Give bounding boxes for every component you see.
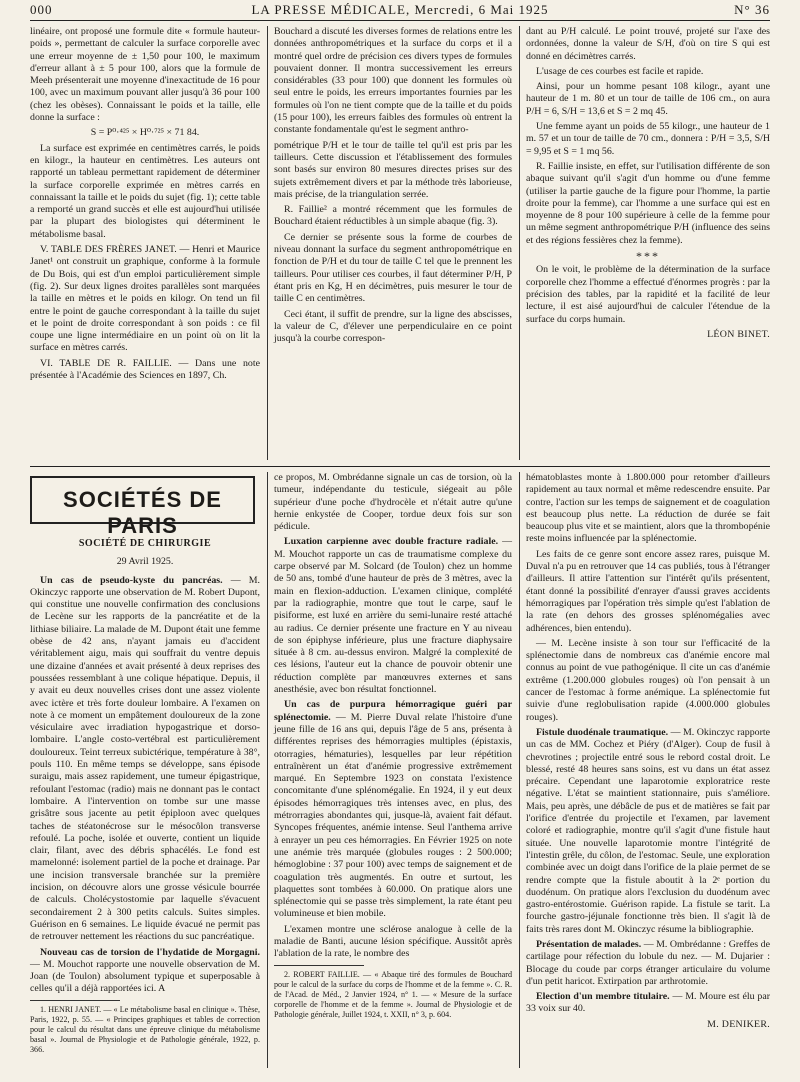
paragraph: Ce dernier se présente sous la forme de courbes de niveau donnant la surface du segment anthropométrique en fonction de P/H et du tour de taille C tel que le prennent les tailleurs. Pour utiliser ces courbes, il faut déterminer P/H, P étant pris en Kg, H en décimètres, puis mesurer le tour de taille C en centimètres. — [274, 231, 512, 305]
header-rule — [30, 20, 770, 21]
section-title-box — [30, 476, 255, 538]
paragraph: Bouchard a discuté les diverses formes de relations entre les données anthropométriques et la surface du corps et il a montré quel ordre de précision ces divers types de formules pouvaient donner. Il montra successivement les erreurs considérables (33 pour 100) que donnent les formules où seul entre le poids, les erreurs importantes fournies par les formules où l'on ne tient compte que de la taille et du poids (15 pour 100), les erreurs faibles des formules où entrent la constante fondamentale qu'est le segment anthro- — [274, 26, 512, 136]
paragraph: hématoblastes monte à 1.800.000 pour retomber d'ailleurs rapidement au taux normal et même redescendre ensuite. Par contre, l'action sur les temps de saignement et de coagulation est beaucoup plus nette. La réduction de durée se fait beaucoup plus vite et se maintient, alors que la thrombopénie reste moins influencée par la splénectomie. — [526, 472, 770, 545]
paragraph: Election d'un membre titulaire. — M. Moure est élu par 33 voix sur 40. — [526, 991, 770, 1015]
paragraph: V. TABLE DES FRÈRES JANET. — Henri et Maurice Janet¹ ont construit un graphique, conforme à la formule de Du Bois, qui est d'un emploi particulièrement simple (fig. 2). Sur deux lignes droites parallèles sont marquées la taille en mètres et le poids en kilogr. On tend un fil entre le point de gauche correspondant à la taille du sujet et le point de droite correspondant à son poids : ce fil coupe une ligne intermédiaire en un point où on lit la surface en mètres carrés. — [30, 244, 260, 354]
column-divider — [267, 26, 268, 460]
footnote-rule — [30, 1000, 120, 1001]
paragraph: VI. TABLE DE R. FAILLIE. — Dans une note présentée à l'Académie des Sciences en 1897, Ch. — [30, 357, 260, 382]
paragraph: linéaire, ont proposé une formule dite « formule hauteur-poids », permettant de calculer la surface corporelle avec une erreur moyenne de ± 1,50 pour 100, le maximum d'erreur allant à ± 5 pour 100, alors que la formule de Meeh présenterait une moyenne d'inexactitude de 16 pour 100, avec un maximum pouvant aller jusqu'à 36 pour 100 (chez les obèses). Connaissant le poids et la taille, elle donne la surface : — [30, 26, 260, 124]
author-signature: M. DENIKER. — [707, 1018, 770, 1030]
paragraph: pométrique P/H et le tour de taille tel qu'il est pris par les tailleurs. Cette discussion et l'établissement des formules sont basés sur environ 80 mesures directes prises sur des sujets extrêmement divers et par la méthode très laborieuse, mais précise, de la triangulation serrée. — [274, 139, 512, 200]
section-rule — [30, 466, 770, 467]
author-signature: LÉON BINET. — [707, 328, 770, 340]
societes-column-2 — [274, 472, 512, 1023]
societes-column-3 — [526, 472, 770, 1034]
report-title: Fistule duodénale traumatique. — [536, 726, 669, 738]
paragraph: Les faits de ce genre sont encore assez rares, puisque M. Duval n'a pu en retrouver que 14 cas publiés, tous à l'étranger d'ailleurs. Il attire l'attention sur l'intérêt qu'ils présentent, étant donné la possibilité d'enrayer d'aussi graves accidents hémorragiques par l'opération très simple qu'est l'ablation de la rate (en dehors des grosses splénomégalies avec adhérences, bien entendu). — [526, 548, 770, 634]
issue-number: N° 36 — [734, 2, 770, 17]
section-stars: *** — [636, 249, 660, 264]
paragraph: dant au P/H calculé. Le point trouvé, projeté sur l'axe des ordonnées, donne la valeur de S/H, d'où on tire S qui est donné en décimètres carrés. — [526, 26, 770, 62]
report-title: Présentation de malades. — [536, 938, 642, 950]
top-column-3 — [526, 26, 770, 344]
section-title: SOCIÉTÉS DE PARIS — [63, 487, 222, 538]
report-title: Nouveau cas de torsion de l'hydatide de Morgagni. — [40, 946, 260, 958]
paragraph: La surface est exprimée en centimètres carrés, le poids en kilogr., la hauteur en centimètres. Les auteurs ont rapporté un tableau permettant rapidement de déterminer la surface corporelle exprimée en mètres carrés en connaissant la taille et le poids du sujet (fig. 1); cette table a remporté un grand succès et elle est aujourd'hui utilisée par la plupart des biologistes qui déterminent le métabolisme basal. — [30, 142, 260, 240]
paragraph: Ainsi, pour un homme pesant 108 kilogr., ayant une hauteur de 1 m. 80 et un tour de taille de 106 cm., on aura P/H = 6, S/H = 13,6 et S = 2 mq 45. — [526, 81, 770, 117]
top-column-2 — [274, 26, 512, 348]
paragraph: On le voit, le problème de la détermination de la surface corporelle chez l'homme a effectué d'énormes progrès : par la précision des tables, par la rapidité et la facilité de leur lecture, il est aisé aujourd'hui de calculer l'étendue de la surface du corps humain. — [526, 264, 770, 325]
paragraph: ce propos, M. Ombrédanne signale un cas de torsion, où la tumeur, indépendante du testicule, siégeait au pôle supérieur d'une poche d'hydrocèle et n'était autre qu'une hernie enkystée de Cooper, tordue deux fois sur son pédicule. — [274, 472, 512, 533]
societes-column-1 — [30, 528, 260, 1058]
journal-title: LA PRESSE MÉDICALE, Mercredi, 6 Mai 1925 — [251, 2, 549, 17]
footnote: 1. HENRI JANET. — « Le métabolisme basal en clinique ». Thèse, Paris, 1922, p. 55. — « Principes graphiques et tables de correction pour le calcul du résultat dans une épreuve clinique du métabolisme basal ». Journal de Physiologie et de Pathologie générale, 1922, p. 366. — [30, 1004, 260, 1054]
report-title: Un cas de purpura hémorragique guéri par splénectomie. — [274, 699, 512, 723]
page-header — [30, 2, 770, 22]
report-title: Luxation carpienne avec double fracture radiale. — [284, 536, 499, 548]
paragraph: Ceci étant, il suffit de prendre, sur la ligne des abscisses, la valeur de C, d'élever une perpendiculaire en ce point jusqu'à la courbe correspon- — [274, 308, 512, 345]
page-number: 000 — [30, 2, 53, 17]
paragraph: Une femme ayant un poids de 55 kilogr., une hauteur de 1 m. 57 et un tour de taille de 70 cm., donnera : P/H = 3,5, S/H = 9,95 et S = 1 mq 56. — [526, 121, 770, 157]
paragraph: Luxation carpienne avec double fracture radiale. — M. Mouchot rapporte un cas de traumatisme complexe du carpe observé par M. Solcard (de Toulon) chez un homme de 50 ans, tombé d'une hauteur de près de 3 mètres, avec la main en flexion-adduction. L'examen clinique, complété par la radiographie, montre que tout le carpe, sauf le pisiforme, est luxé en arrière du semi-lunaire resté attaché au radius. Ce dernier présente une fracture en Y au niveau de son épiphyse inférieure, plus une fracture diaphysaire située à 8 cm. au-dessus environ. Malgré la complexité de ces lésions, l'auteur eut la chance de pouvoir obtenir une réduction complète par manœuvres externes et sans anesthésie, avec bon résultat fonctionnel. — [274, 536, 513, 696]
formula: S = P⁰·⁴²⁵ × H⁰·⁷²⁵ × 71 84. — [90, 127, 200, 139]
paragraph: Un cas de pseudo-kyste du pancréas. — M. Okinczyc rapporte une observation de M. Robert Dupont, qui constitue une nouvelle confirmation des conclusions de Lecène sur les rapports de la pancréatite et de la lithiase biliaire. La malade de M. Dupont était une femme obèse de 42 ans, n'ayant jamais eu d'accident véritablement aigu, mais qui souffrait du ventre depuis une dizaine d'années et avait présenté à deux reprises des poussées ressemblant à une colique hépatique. Depuis, il y avait eu deux nouvelles crises dont une assez violente avec ictère et très forte douleur lombaire. A l'examen on note à ce moment un empâtement douloureux de la zone vésiculaire avec irradiation hypogastrique et dorso-lombaire. L'angle costo-vertébral est particulièrement douloureux. Teint terreux subictérique, température à 38°, pouls 110. En même temps se développe, sans épisode suraigu, mais assez rapidement, une tumeur épigastrique, refoulant l'estomac (radio) mais ne donnant pas le contact lombaire. A l'intervention on tombe sur une masse grisâtre sous jacente au petit épiploon avec quelques taches de stéatonécrose sur le mésocôlon transverse refoulé. La poche, isolée et ouverte, contient un liquide clair, filant, avec des débris sphacélés. Le fond est mamelonné: isolement partiel de la poche et drainage. Par une incision transversale branchée sur la première incision, on découvre alors une grosse vésicule bourrée de calculs. Cholécystostomie par laquelle s'évacuent secondairement 2 à 300 petits calculs. Suites simples. Guérison en 6 semaines. Le liquide évacué ne permit pas de retrouver nettement les réactions du suc pancréatique. — [30, 574, 260, 943]
paragraph: L'examen montre une sclérose analogue à celle de la maladie de Banti, aucune lésion spécifique. Aussitôt après l'ablation de la rate, le nombre des — [274, 923, 512, 960]
paragraph: Présentation de malades. — M. Ombrédanne : Greffes de cartilage pour réfection du lobule du nez. — M. Dujarier : Blocage du coude par corps étranger articulaire du volume d'un petit haricot. Extirpation par arthrotomie. — [526, 938, 770, 987]
paragraph: L'usage de ces courbes est facile et rapide. — [536, 65, 704, 77]
paragraph: Un cas de purpura hémorragique guéri par splénectomie. — M. Pierre Duval relate l'histoire d'une jeune fille de 16 ans qui, depuis l'âge de 5 ans, présenta à différentes reprises des hémorragies multiples (épistaxis, otorragies, hématuries), lesquelles par leur répétition entraînèrent un état d'anémie progressive extrêmement marqué. En Septembre 1923 on constata l'existence concomitante d'une splénomégalie. En 1924, il y eut deux épisodes hémorragiques très intenses avec, en plus, des métrorragies abondantes qui, jusque-là, avaient fait défaut. Syncopes fréquentes, anémie intense. Seul l'anthema arrive à enrayer un peu ces hémorragies. En Février 1925 on note une anémie très marquée (globules rouges : 2 500.000; hémoglobine : 37 pour 100) avec temps de saignement et de coagulation très augmentés. En outre et surtout, les plaquettes sont tombées à 60.000. On pratique alors une splénectomie qui se passe très simplement, la rate étant peu volumineuse et bien mobile. — [274, 699, 512, 920]
session-date: 29 Avril 1925. — [116, 556, 174, 568]
column-divider — [519, 26, 520, 460]
top-column-1 — [30, 26, 260, 385]
report-title: Un cas de pseudo-kyste du pancréas. — [40, 574, 223, 586]
paragraph: R. Faillie² a montré récemment que les formules de Bouchard étaient réductibles à un simple abaque (fig. 3). — [274, 204, 512, 228]
paragraph: R. Faillie insiste, en effet, sur l'utilisation différente de son abaque suivant qu'il s'agit d'un homme ou d'une femme (utiliser la partie gauche de la figure pour l'homme, la partie droite pour la femme), car l'homme a une surface qui est en moyenne de 8 pour 100 supérieure à celle de la femme pour un même segment anthropométrique P/H (influence des seins et des régions fessières chez la femme). — [526, 160, 770, 246]
report-title: Election d'un membre titulaire. — [536, 991, 670, 1003]
column-divider — [519, 472, 520, 1068]
paragraph: — M. Lecène insiste à son tour sur l'efficacité de la splénectomie dans de nombreux cas d'anémie encore mal connus au point de vue pathogénique. Il cite un cas d'anémie extrême (1.200.000 globules rouges) où l'on pensait à un cancer de l'estomac à forme anémique. La splénectomie fut suivie d'une reglobulisation rapide (4.000.000 globules rouges). — [526, 637, 770, 723]
column-divider — [267, 472, 268, 1068]
footnote: 2. ROBERT FAILLIE. — « Abaque tiré des formules de Bouchard pour le calcul de la surface du corps de l'homme et de la femme ». C. R. de l'Acad. de Méd., 2 Janvier 1924, n° 1. — « Mesure de la surface corporelle de l'homme et de la femme ». Journal de Physiologie et de Pathologie générale, Juillet 1924, t. XXII, n° 3, p. 604. — [274, 969, 512, 1019]
footnote-rule — [274, 965, 364, 966]
paragraph: Nouveau cas de torsion de l'hydatide de Morgagni. — M. Mouchot rapporte une nouvelle observation de M. Joan (de Toulon) absolument typique et superposable à celles qu'il a déjà rapportées ici. A — [30, 946, 260, 995]
paragraph: Fistule duodénale traumatique. — M. Okinczyc rapporte un cas de MM. Cochez et Piéry (d'Alger). Coup de fusil à chevrotines ; projectile entré sous le rebord costal droit. Le blessé, resté 48 heures sans soins, est vu dans un état assez précaire. Cependant une laparotomie exploratrice reste négative. L'état se maintient stationnaire, puis s'améliore. Mais, peu après, une débâcle de pus et de matières se fait par l'orifice d'entrée du projectile et l'examen, par lavement coloré et radiographie, montre qu'il s'agit d'une fistule haut située. Une nouvelle laparotomie montre l'intégrité de l'intestin grêle, du côlon, de l'estomac. Seule, une exploration combinée avec un doigt dans l'orifice de la plaie permet de se rendre compte que la fistule aboutit à la 2ᵉ portion du duodénum. On pratique alors l'exclusion du duodénum avec gastro-entérostomie. Guérison rapide. La fistule se tarit. La fourche gastro-jéjunale fonctionne très bien. Il s'agit là de faits très rares dont M. Okinczyc résume la bibliographie. — [526, 726, 770, 935]
society-name: SOCIÉTÉ DE CHIRURGIE — [78, 538, 212, 549]
